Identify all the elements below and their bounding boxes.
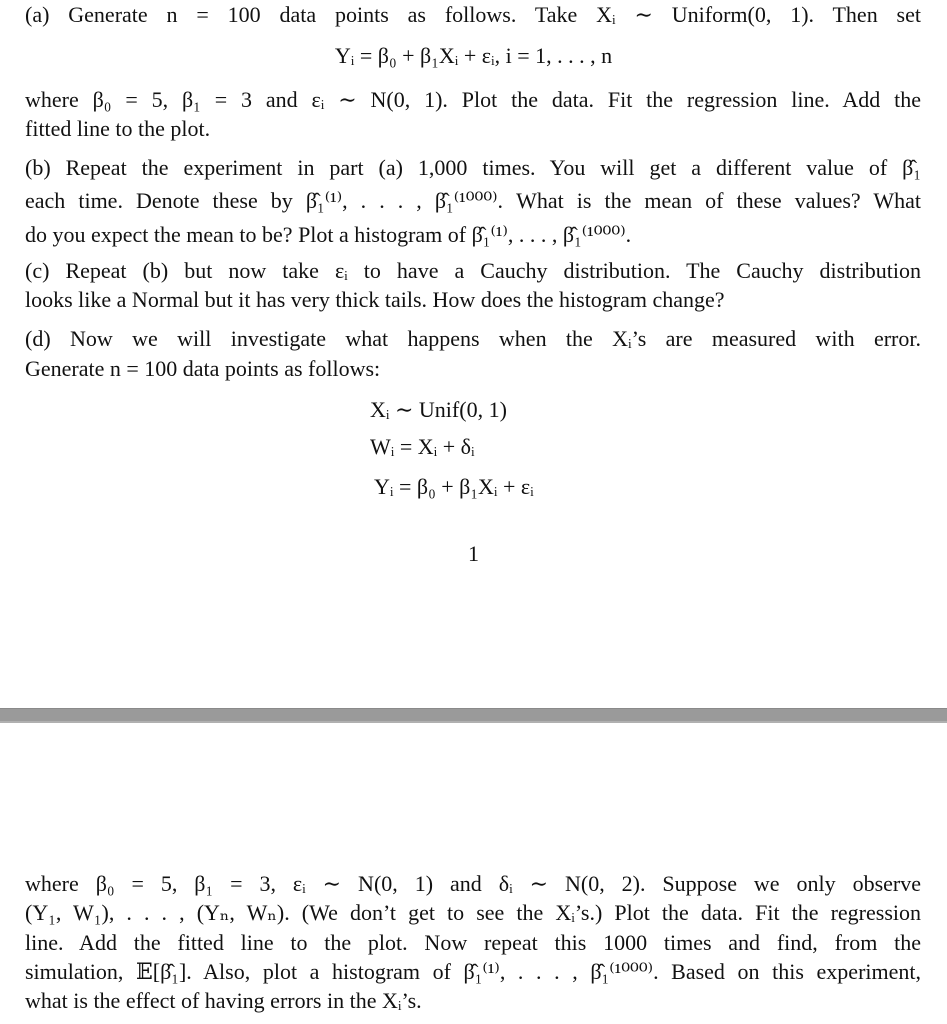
part-d-line-3: where β₀ = 5, β₁ = 3, εᵢ ∼ N(0, 1) and δᵢ ∼ N(0, 2). Suppose we only observe bbox=[25, 871, 921, 896]
part-d-line-5: line. Add the fitted line to the plot. Now repeat this 1000 times and find, from the bbox=[25, 930, 921, 955]
page-separator bbox=[0, 708, 947, 723]
part-a-line-1: (a) Generate n = 100 data points as follows. Take Xᵢ ∼ Uniform(0, 1). Then set bbox=[25, 2, 921, 27]
part-d-line-7: what is the effect of having errors in the Xᵢ’s. bbox=[25, 988, 422, 1013]
part-b-line-1: (b) Repeat the experiment in part (a) 1,000 times. You will get a different value of β̂₁ bbox=[25, 155, 921, 180]
part-c-line-1: (c) Repeat (b) but now take εᵢ to have a Cauchy distribution. The Cauchy distribution bbox=[25, 258, 921, 283]
equation-w: Wᵢ = Xᵢ + δᵢ bbox=[370, 434, 475, 459]
part-a-line-2: where β₀ = 5, β₁ = 3 and εᵢ ∼ N(0, 1). Plot the data. Fit the regression line. Add the bbox=[25, 87, 921, 112]
part-a-line-3: fitted line to the plot. bbox=[25, 116, 211, 141]
part-b-line-3: do you expect the mean to be? Plot a histogram of β̂₁⁽¹⁾, . . . , β̂₁⁽¹⁰⁰⁰⁾. bbox=[25, 222, 632, 247]
equation-x: Xᵢ ∼ Unif(0, 1) bbox=[370, 397, 507, 422]
equation-y: Yᵢ = β₀ + β₁Xᵢ + εᵢ bbox=[374, 474, 534, 499]
part-d-line-2: Generate n = 100 data points as follows: bbox=[25, 356, 381, 381]
equation-model: Yᵢ = β₀ + β₁Xᵢ + εᵢ, i = 1, . . . , n bbox=[334, 43, 613, 68]
part-d-line-6: simulation, 𝔼[β̂₁]. Also, plot a histogram of β̂₁⁽¹⁾, . . . , β̂₁⁽¹⁰⁰⁰⁾. Based on this experiment, bbox=[25, 959, 921, 984]
part-d-line-1: (d) Now we will investigate what happens when the Xᵢ’s are measured with error. bbox=[25, 326, 921, 351]
part-c-line-2: looks like a Normal but it has very thick tails. How does the histogram change? bbox=[25, 287, 725, 312]
part-d-line-4: (Y₁, W₁), . . . , (Yₙ, Wₙ). (We don’t get to see the Xᵢ’s.) Plot the data. Fit the regression bbox=[25, 900, 921, 925]
page-number: 1 bbox=[468, 541, 479, 566]
part-b-line-2: each time. Denote these by β̂₁⁽¹⁾, . . . , β̂₁⁽¹⁰⁰⁰⁾. What is the mean of these values? What bbox=[25, 188, 921, 213]
